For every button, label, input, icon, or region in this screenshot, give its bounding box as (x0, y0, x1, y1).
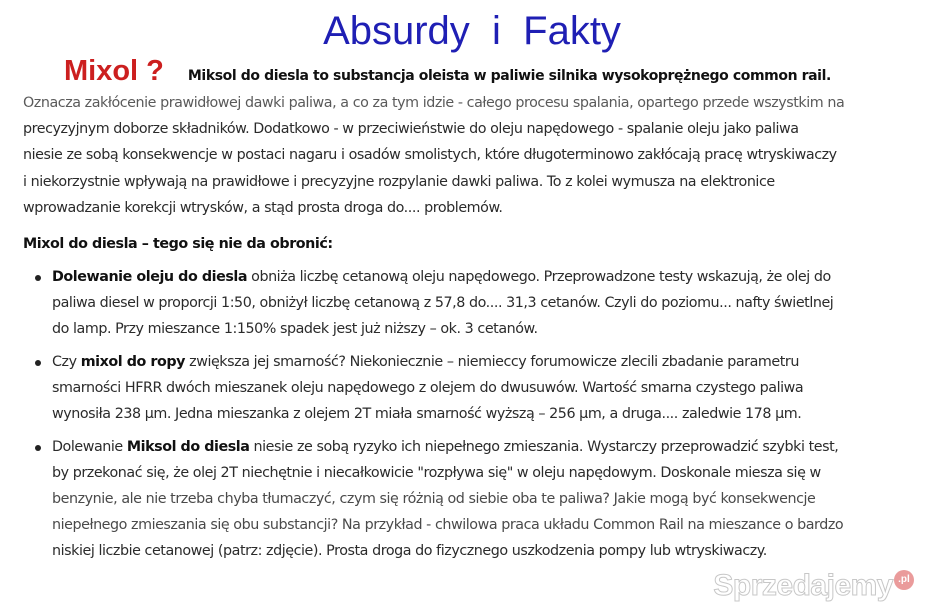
bullet-line (52, 267, 831, 287)
watermark-badge-icon: .pl (894, 570, 914, 590)
intro-line: wprowadzanie korekcji wtrysków, a stąd prosta droga do.... problemów. (23, 200, 503, 216)
intro-line: Oznacza zakłócenie prawidłowej dawki paliwa, a co za tym idzie - całego procesu spalania, opartego przede wszystkim na (23, 95, 845, 111)
bullet-line: wynosiła 238 µm. Jedna mieszanka z olejem 2T miała smarność wyższą – 256 µm, a druga.... zaledwie 178 µm. (52, 406, 802, 422)
subheader-row (64, 54, 831, 88)
bullet-line: smarności HFRR dwóch mieszanek oleju napędowego z olejem do dwusuwów. Wartość smarna czystego paliwa (52, 380, 804, 396)
bullet-text: niesie ze sobą ryzyko ich niepełnego zmieszania. Wystarczy przeprowadzić szybki test, (249, 439, 839, 455)
bullet-text: Czy (52, 354, 81, 370)
watermark-logo (713, 569, 914, 603)
bullet-line: benzynie, ale nie trzeba chyba tłumaczyć, czym się różnią od siebie oba te paliwa? Jakie mogą być konsekwencje (52, 491, 816, 507)
bold-phrase: mixol do ropy (80, 354, 186, 370)
mixol-label: Mixol ? (64, 55, 164, 87)
section-heading: Mixol do diesla – tego się nie da obronić: (23, 236, 333, 252)
intro-line: i niekorzystnie wpływają na prawidłowe i precyzyjne rozpylanie dawki paliwa. To z kolei wymusza na elektronice (23, 174, 775, 190)
bullet-line: paliwa diesel w proporcji 1:50, obniżył liczbę cetanową z 57,8 do.... 31,3 cetanów. Czyli do poziomu... nafty świetlnej (52, 295, 834, 311)
bullet-line: by przekonać się, że olej 2T niechętnie i niecałkowicie "rozpływa się" w oleju napędowym. Doskonale miesza się w (52, 465, 821, 481)
bullet-text: obniża liczbę cetanową oleju napędowego. Przeprowadzone testy wskazują, że olej do (247, 269, 831, 285)
bullet-line: niskiej liczbie cetanowej (patrz: zdjęcie). Prosta droga do fizycznego uszkodzenia pompy lub wtryskiwaczy. (52, 543, 767, 559)
bullet-line: niepełnego zmieszania się obu substancji? Na przykład - chwilowa praca układu Common Rail na mieszance o bardzo (52, 517, 844, 533)
bullet-text: Dolewanie (52, 439, 127, 455)
bold-phrase: Miksol do diesla (126, 439, 250, 455)
bullet-icon (35, 275, 41, 281)
bullet-icon (35, 445, 41, 451)
intro-line: precyzyjnym doborze składników. Dodatkowo - w przeciwieństwie do oleju napędowego - spalanie oleju jako paliwa (23, 121, 799, 137)
bullet-line (52, 437, 838, 457)
headline: Miksol do diesla to substancja oleista w paliwie silnika wysokoprężnego common rail. (187, 68, 831, 84)
intro-line: niesie ze sobą konsekwencje w postaci nagaru i osadów smolistych, które długoterminowo zakłócają pracę wtryskiwaczy (23, 147, 837, 163)
bullet-line: do lamp. Przy mieszance 1:150% spadek jest już niższy – ok. 3 cetanów. (52, 321, 538, 337)
bullet-text: zwiększa jej smarność? Niekoniecznie – niemieccy forumowicze zlecili zbadanie parametru (185, 354, 799, 370)
watermark-text: Sprzedajemy (713, 569, 893, 602)
bullet-icon (35, 360, 41, 366)
bullet-line (52, 352, 799, 372)
bold-phrase: Dolewanie oleju do diesla (52, 269, 248, 285)
page-title: Absurdy i Fakty (323, 9, 621, 53)
